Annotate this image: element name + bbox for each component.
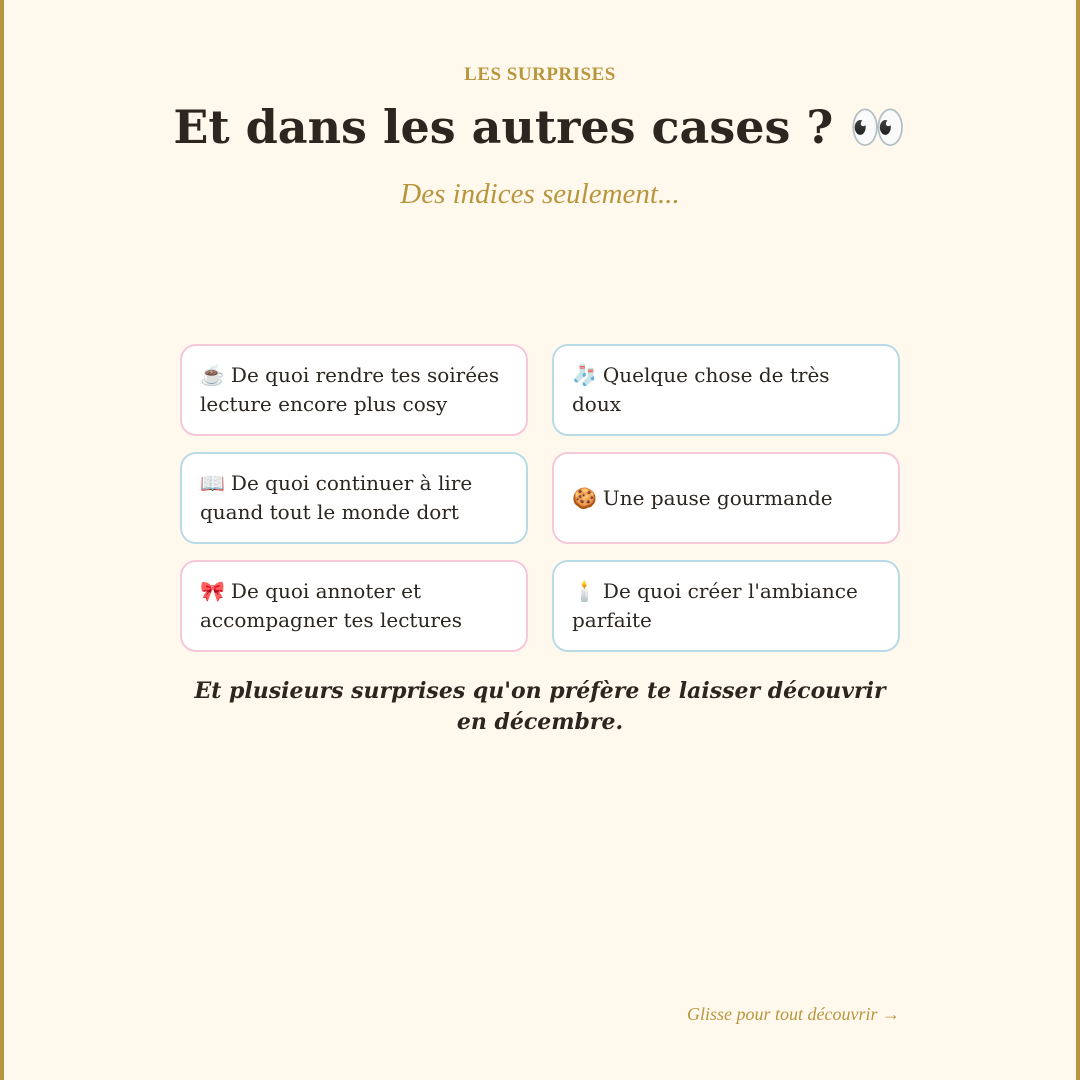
hint-text: De quoi continuer à lire quand tout le monde dort xyxy=(200,471,473,524)
socks-icon: 🧦 xyxy=(572,363,597,387)
hint-card xyxy=(180,560,528,652)
swipe-hint[interactable]: Glisse pour tout découvrir → xyxy=(687,1004,900,1024)
ribbon-icon: 🎀 xyxy=(200,579,225,603)
closing-text: Et plusieurs surprises qu'on préfère te laisser découvrir en décembre. xyxy=(194,678,886,735)
hint-text: De quoi annoter et accompagner tes lectures xyxy=(200,579,463,632)
hint-text: De quoi créer l'ambiance parfaite xyxy=(572,579,858,632)
candle-icon: 🕯️ xyxy=(572,579,597,603)
coffee-icon: ☕ xyxy=(200,363,225,387)
hint-text: Quelque chose de très doux xyxy=(572,363,830,416)
page-title: Et dans les autres cases ? 👀 xyxy=(173,100,907,154)
hints-grid xyxy=(180,344,900,652)
cookie-icon: 🍪 xyxy=(572,485,597,510)
hint-card xyxy=(180,452,528,544)
section-eyebrow: LES SURPRISES xyxy=(464,64,616,85)
hint-card xyxy=(180,344,528,436)
hint-card xyxy=(552,344,900,436)
hint-card xyxy=(552,560,900,652)
hint-card xyxy=(552,452,900,544)
book-icon: 📖 xyxy=(200,471,225,495)
hint-text: De quoi rendre tes soirées lecture encore plus cosy xyxy=(200,363,500,416)
page-subtitle: Des indices seulement... xyxy=(400,178,680,210)
hint-text: Une pause gourmande xyxy=(602,485,833,510)
